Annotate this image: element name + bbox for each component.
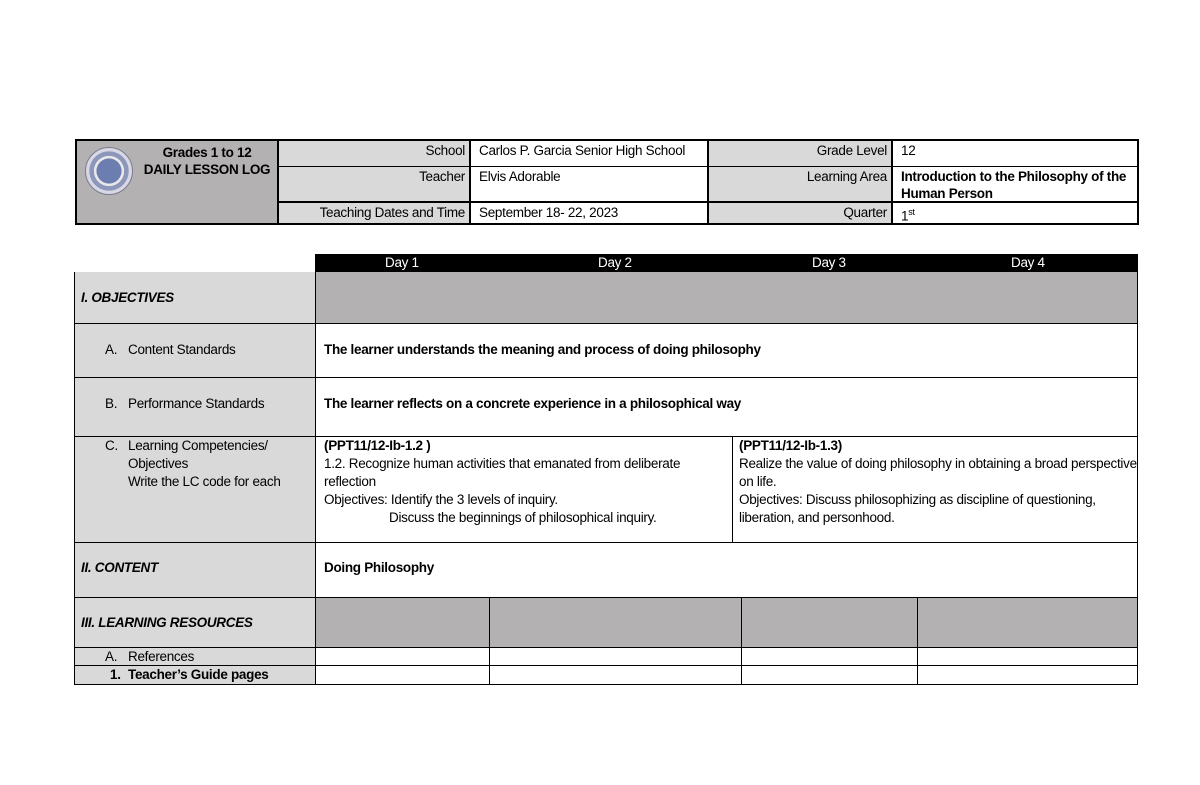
lc-day3-4-block	[739, 437, 1137, 527]
learning-competencies-label-cell	[75, 437, 316, 543]
tg-col-divider-3	[917, 666, 918, 685]
teachers-guide-label: Teacher’s Guide pages	[128, 667, 269, 682]
content-standards-value: The learner understands the meaning and process of doing philosophy	[324, 342, 761, 357]
lc-label-line3: Write the LC code for each	[128, 474, 281, 489]
content-row	[74, 543, 1138, 598]
references-col-divider-3	[917, 648, 918, 666]
log-title-line2: DAILY LESSON LOG	[143, 162, 271, 177]
grade-level-value: 12	[891, 141, 1137, 167]
objectives-row	[74, 272, 1138, 324]
content-standards-label-cell	[75, 324, 316, 378]
logo-cell	[77, 141, 277, 223]
quarter-label: Quarter	[707, 203, 891, 223]
lc-left-line3: Objectives: Identify the 3 levels of inquiry.	[324, 492, 558, 507]
teaching-dates-label: Teaching Dates and Time	[277, 203, 469, 223]
content-standards-label: Content Standards	[128, 342, 236, 357]
learning-competencies-row	[74, 437, 1138, 543]
lc-day1-2-block	[324, 437, 680, 527]
content-label-cell	[75, 543, 316, 598]
objectives-heading: I. OBJECTIVES	[81, 290, 174, 305]
lc-left-code: (PPT11/12-Ib-1.2 )	[324, 438, 431, 453]
school-value: Carlos P. Garcia Senior High School	[469, 141, 707, 167]
table-border-bottom	[74, 684, 1138, 685]
lesson-log-main-table	[74, 272, 1138, 686]
day-header-bar	[315, 254, 1138, 273]
performance-standards-marker: B.	[105, 396, 118, 411]
teachers-guide-label-cell	[75, 666, 316, 685]
lc-right-line1: Realize the value of doing philosophy in obtaining a broad perspective	[739, 456, 1137, 471]
lc-right-line2: on life.	[739, 474, 777, 489]
lc-label-line1: Learning Competencies/	[128, 438, 268, 453]
lc-left-line2: reflection	[324, 474, 376, 489]
lc-label-line2: Objectives	[128, 456, 189, 471]
tg-col-divider-1	[489, 666, 490, 685]
teachers-guide-marker: 1.	[110, 667, 121, 682]
learning-area-value	[891, 167, 1137, 203]
learning-resources-value-cell	[316, 598, 1137, 648]
learning-competencies-label	[128, 437, 281, 491]
lc-left-line1: 1.2. Recognize human activities that emanated from deliberate	[324, 456, 681, 471]
teacher-value: Elvis Adorable	[469, 167, 707, 203]
lc-left-line4: Discuss the beginnings of philosophical inquiry.	[389, 510, 657, 525]
teachers-guide-value-cell	[316, 666, 1137, 685]
learning-competencies-marker: C.	[105, 438, 118, 453]
learning-area-line1: Introduction to the Philosophy of the	[901, 169, 1127, 184]
resources-col-divider-1	[489, 598, 490, 648]
performance-standards-value: The learner reflects on a concrete experience in a philosophical way	[324, 396, 742, 411]
lc-right-line4: liberation, and personhood.	[739, 510, 895, 525]
teacher-label: Teacher	[277, 167, 469, 203]
learning-resources-row	[74, 598, 1138, 648]
learning-area-line2: Human Person	[901, 186, 993, 201]
log-title-line1: Grades 1 to 12	[162, 145, 252, 160]
lc-right-line3: Objectives: Discuss philosophizing as discipline of questioning,	[739, 492, 1096, 507]
performance-standards-value-cell	[316, 378, 1137, 437]
content-standards-row	[74, 324, 1138, 378]
day-1-label: Day 1	[385, 255, 419, 270]
objectives-label-cell	[75, 272, 316, 324]
performance-standards-label-cell	[75, 378, 316, 437]
references-marker: A.	[105, 649, 118, 664]
learning-area-label: Learning Area	[707, 167, 891, 203]
quarter-value	[891, 203, 1137, 223]
teachers-guide-row	[74, 666, 1138, 685]
day-4-label: Day 4	[1011, 255, 1045, 270]
references-label: References	[128, 649, 195, 664]
content-standards-marker: A.	[105, 342, 118, 357]
performance-standards-label: Performance Standards	[128, 396, 265, 411]
learning-competencies-value-cell	[316, 437, 1137, 543]
objectives-value-cell	[316, 272, 1137, 324]
learning-resources-label-cell	[75, 598, 316, 648]
references-col-divider-1	[489, 648, 490, 666]
tg-col-divider-2	[741, 666, 742, 685]
references-row	[74, 648, 1138, 666]
references-label-cell	[75, 648, 316, 666]
content-value-cell	[316, 543, 1137, 598]
learning-resources-heading: III. LEARNING RESOURCES	[81, 615, 253, 630]
grade-level-label: Grade Level	[707, 141, 891, 167]
references-value-cell	[316, 648, 1137, 666]
lesson-log-header-table	[75, 139, 1139, 225]
resources-col-divider-3	[917, 598, 918, 648]
lc-right-code: (PPT11/12-Ib-1.3)	[739, 438, 842, 453]
day-2-label: Day 2	[598, 255, 632, 270]
teaching-dates-value: September 18- 22, 2023	[469, 203, 707, 223]
references-col-divider-2	[741, 648, 742, 666]
performance-standards-row	[74, 378, 1138, 437]
content-heading: II. CONTENT	[81, 560, 158, 575]
content-value: Doing Philosophy	[324, 560, 434, 575]
content-standards-value-cell	[316, 324, 1137, 378]
day-3-label: Day 3	[812, 255, 846, 270]
quarter-suffix: st	[908, 207, 915, 217]
log-title	[127, 144, 277, 178]
deped-seal-logo	[85, 147, 133, 195]
lc-column-divider	[732, 437, 733, 543]
quarter-number: 1	[901, 208, 909, 223]
school-label: School	[277, 141, 469, 167]
resources-col-divider-2	[741, 598, 742, 648]
